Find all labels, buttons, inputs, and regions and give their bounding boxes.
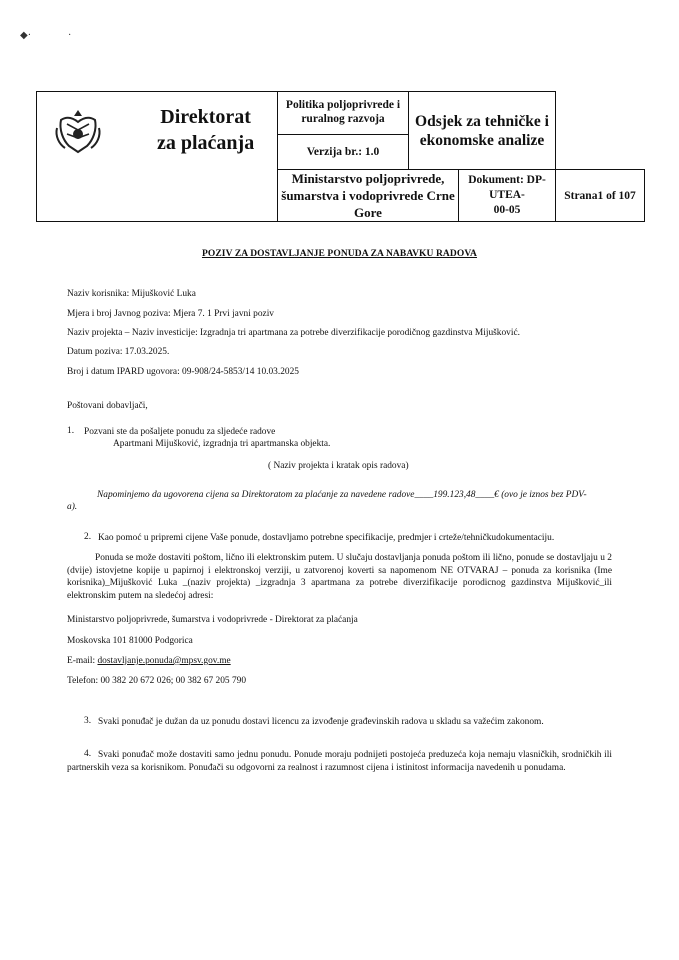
document-title: POZIV ZA DOSTAVLJANJE PONUDA ZA NABAVKU RADOVA <box>201 249 478 259</box>
ministry-name: Ministarstvo poljoprivrede, šumarstva i vodoprivrede Crne Gore <box>278 170 459 222</box>
item-1-line1: Pozvani ste da pošaljete ponudu za sljedeće radove <box>84 427 276 437</box>
price-line-end: a). <box>67 502 78 512</box>
department-cell: Odsjek za tehničke i ekonomske analize <box>409 92 556 170</box>
item-4-text: Svaki ponuđač može dostaviti samo jednu ponudu. Ponude moraju podnijeti postojeća preduzeća koja nemaju vlasničkih, srodničkih ili partnerskih veza sa korisnikom. Ponuđači su odgovorni za realnost i razumnost cijena i istinitost informacija navedenih u ponudama. <box>67 750 612 773</box>
item-2-text: Kao pomoć u pripremi cijene Vaše ponude, dostavljamo potrebne specifikacije, predmjer i crteže/tehničkudokumentaciju. <box>98 533 555 543</box>
scan-mark: ◆· <box>20 30 32 41</box>
item-number: 2. <box>84 532 92 542</box>
phone-line: Telefon: 00 382 20 672 026; 00 382 67 205 790 <box>67 676 247 686</box>
item-number: 1. <box>67 426 75 436</box>
directorate-title: Direktorat za plaćanja <box>157 106 255 154</box>
address-line2: Moskovska 101 81000 Podgorica <box>67 636 193 646</box>
address-line1: Ministarstvo poljoprivrede, šumarstva i vodoprivrede - Direktorat za plaćanja <box>67 615 358 625</box>
coat-of-arms-icon <box>53 106 103 158</box>
item-number: 4. <box>84 749 92 759</box>
measure-line: Mjera i broj Javnog poziva: Mjera 7. 1 Prvi javni poziv <box>67 309 274 319</box>
policy-name: Politika poljoprivrede i ruralnog razvoja <box>278 92 408 135</box>
email-line: E-mail: dostavljanje.ponuda@mpsv.gov.me <box>67 656 231 666</box>
policy-cell <box>278 92 409 170</box>
item-1-note: ( Naziv projekta i kratak opis radova) <box>268 461 409 471</box>
item-3-text: Svaki ponuđač je dužan da uz ponudu dostavi licencu za izvođenje građevinskih radova u skladu sa važećim zakonom. <box>98 717 544 727</box>
beneficiary-line: Naziv korisnika: Mijušković Luka <box>67 289 196 299</box>
price-line: Napominjemo da ugovorena cijena sa Direktoratom za plaćanje za navedene radove____199.123,48____€ (ovo je iznos bez PDV- <box>97 490 587 500</box>
scan-mark: · <box>68 30 72 41</box>
item-number: 3. <box>84 716 92 726</box>
document-number: Dokument: DP-UTEA- 00-05 <box>459 170 556 222</box>
item-2-body: Ponuda se može dostaviti poštom, lično ili elektronskim putem. U slučaju dostavljanja ponuda poštom ili lično, ponude se dostavljaju u 2 (dvije) istovjetne kopije u papirnoj i elektronskoj verziji, u zatvorenoj koverti sa napomenom NE OTVARAJ – ponuda za korisnika (Ime korisnika)_Mijušković Luka _(naziv projekta) _izgradnja 3 apartmana za potrebe diverzifikacije porodicnog gazdinstva Mijušković_ili elektronskim putem na sledećoj adresi: <box>67 553 612 601</box>
header-logo-cell <box>37 92 278 222</box>
contract-line: Broj i datum IPARD ugovora: 09-908/24-5853/14 10.03.2025 <box>67 367 299 377</box>
item-1-line2: Apartmani Mijušković, izgradnja tri apartmanska objekta. <box>113 439 331 449</box>
document-header <box>36 91 645 222</box>
version-label: Verzija br.: 1.0 <box>306 146 380 158</box>
date-line: Datum poziva: 17.03.2025. <box>67 347 170 357</box>
project-line: Naziv projekta – Naziv investicije: Izgradnja tri apartmana za potrebe diverzifikacije porodičnog gazdinstva Mijušković. <box>67 328 520 338</box>
greeting: Poštovani dobavljači, <box>67 401 148 411</box>
email-link[interactable]: dostavljanje.ponuda@mpsv.gov.me <box>97 656 231 666</box>
page-counter: Strana1 of 107 <box>556 170 645 222</box>
